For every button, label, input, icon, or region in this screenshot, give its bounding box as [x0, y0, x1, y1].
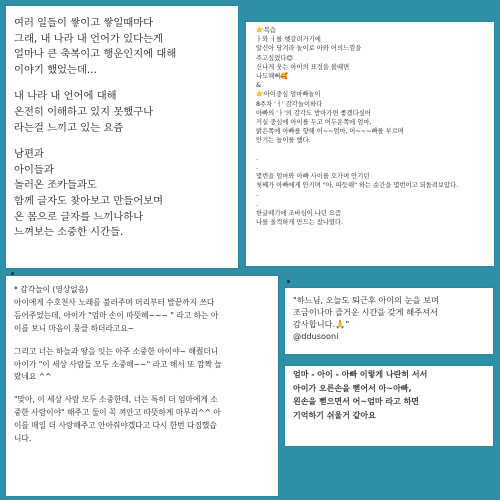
text-line: 랐네요 ^^: [14, 372, 52, 382]
text-line: 나도해뻐🥰: [256, 73, 289, 81]
text-line: 주고싶었다😊: [256, 54, 293, 62]
text-line: 기억하기 쉬울거 같아요: [293, 410, 376, 420]
text-line: 밝은쪽에 아빠를 향해 어~~엄마, 아~~~빠를 부르며: [256, 128, 404, 136]
text-line: 아이들과: [14, 163, 54, 176]
text-line: 니다.: [14, 434, 32, 444]
text-line: 온전히 이해하고 있지 못했구나: [14, 105, 154, 118]
text-line: 이를 보니 마음이 뭉클 하더라고요~: [14, 323, 135, 333]
text-line: 한글떼기에 조바심이 나던 요즘: [256, 209, 342, 217]
text-line: 조금이나마 즐거운 시간을 갖게 해주셔서: [293, 307, 438, 317]
prayer-text: [293, 294, 485, 330]
text-line: "맞아, 이 세상 사람 모두 소중한데, 너는 특히 더 엄마에게 소: [14, 395, 218, 405]
text-line: 이야기 했었는데...: [14, 63, 97, 76]
text-line: 그리고 너는 하늘과 땅을 잇는 아주 소중한 아이야~ 해줬더니: [14, 346, 219, 356]
text-line: 중한 사람이야" 해주고 둘이 꼭 껴안고 따뜻하게 마무리^^ 아: [14, 408, 221, 418]
dot-decoration: [287, 280, 290, 283]
text-line: 나를 울컥하게 만드는 참나였다.: [256, 219, 344, 227]
spacer: [256, 146, 488, 154]
text-line: "하느님, 오늘도 퇴근후 아이의 눈을 보며: [293, 295, 439, 305]
post-card-hangul-reflection: [6, 6, 238, 268]
text-line: &: [256, 82, 261, 90]
text-line: 아이에게 수호천사 노래를 불러주며 머리부터 발끝까지 쓰다: [14, 297, 215, 307]
text-line: 라는걸 느끼고 있는 요즘: [14, 121, 124, 134]
text-line: 이를 매일 더 사랑해주고 안아줘야겠다고 다시 한번 다짐했습: [14, 421, 217, 431]
text-line: 얼마나 큰 축복이고 행운인지에 대해: [14, 48, 177, 61]
text-line: 안기는 놀이를 했다.: [256, 137, 311, 145]
post-card-review-play: [246, 22, 494, 266]
spacer: [14, 78, 230, 89]
text-line: 👉아이중심 엄마빠놀이: [256, 91, 321, 99]
text-line: 알신아 당겨라 놀이로 아와 어의느낌을: [256, 45, 362, 53]
dot-decoration: [11, 272, 14, 275]
post-card-sensory-play: [6, 276, 278, 496]
text-line: 온 몸으로 글자를 느끼나하나: [14, 210, 144, 223]
text-line: 왼손을 뻗으면서 어~엄마 라고 하면: [293, 397, 420, 406]
post-card-prayer: [285, 288, 493, 354]
text-line: 아빠의 'ㅏ'의 감각도 받아가면 좋겠다싶어: [256, 109, 371, 117]
text-line: 첫째가 아빠에게 안기며 "아, 따듯해" 하는 순간을 몇번이고 되돌려보았다.: [256, 182, 459, 190]
text-line: 👉복습: [256, 27, 277, 34]
text-line: ㅏ와 ㅓ를 헷갈려가기에: [256, 36, 321, 44]
text-line: 엄마 - 아이 - 아빠 이렇게 나란히 서서: [293, 370, 428, 379]
text-line: 8주차 'ㅓ' 감각놀이하다: [256, 100, 323, 108]
text-line: .: [256, 191, 259, 199]
spacer: [14, 384, 270, 394]
user-handle[interactable]: @ddusooni: [293, 331, 339, 341]
text-line: 신나게 웃는 아이의 표정을 볼때면: [256, 63, 350, 71]
text-line: 남편과: [14, 148, 44, 161]
text-line: 거실 중심에 아이를 두고 어두운쪽에 엄마,: [256, 119, 372, 127]
text-line: 아이가 오른손을 뻗어서 아~아빠,: [293, 383, 412, 393]
text-line: * 감각놀이 (영상없음): [14, 285, 89, 294]
text-line: 몇번을 엄마와 아빠 사이를 오가며 안기던: [256, 173, 370, 181]
text-line: 그래, 내 나라 내 언어가 있다는게: [14, 32, 163, 45]
text-line: 함께 글자도 찾아보고 만들어보며: [14, 194, 164, 207]
text-line: 느껴보는 소중한 시간들.: [14, 226, 124, 239]
text-line: 듬어주었는데, 아이가 "엄마 손이 따뜻해~~~ " 라고 하는 아: [14, 310, 219, 320]
text-line: 내 나라 내 언어에 대해: [14, 90, 117, 103]
text-line: 놀러온 조카들과도: [14, 179, 97, 192]
text-line: .: [256, 200, 259, 208]
spacer: [14, 336, 270, 346]
post-card-mom-dad-tip: [285, 366, 493, 446]
text-line: 여러 일들이 쌓이고 쌓일때마다: [14, 17, 154, 29]
text-line: 아이가 "이 세상 사람들 모두 소중해~~" 라고 해서 또 깜짝 놀: [14, 359, 222, 369]
text-line: .: [256, 154, 259, 162]
text-line: 감사합니다.🙏": [293, 319, 350, 329]
spacer: [14, 136, 230, 147]
text-line: .: [256, 163, 259, 171]
